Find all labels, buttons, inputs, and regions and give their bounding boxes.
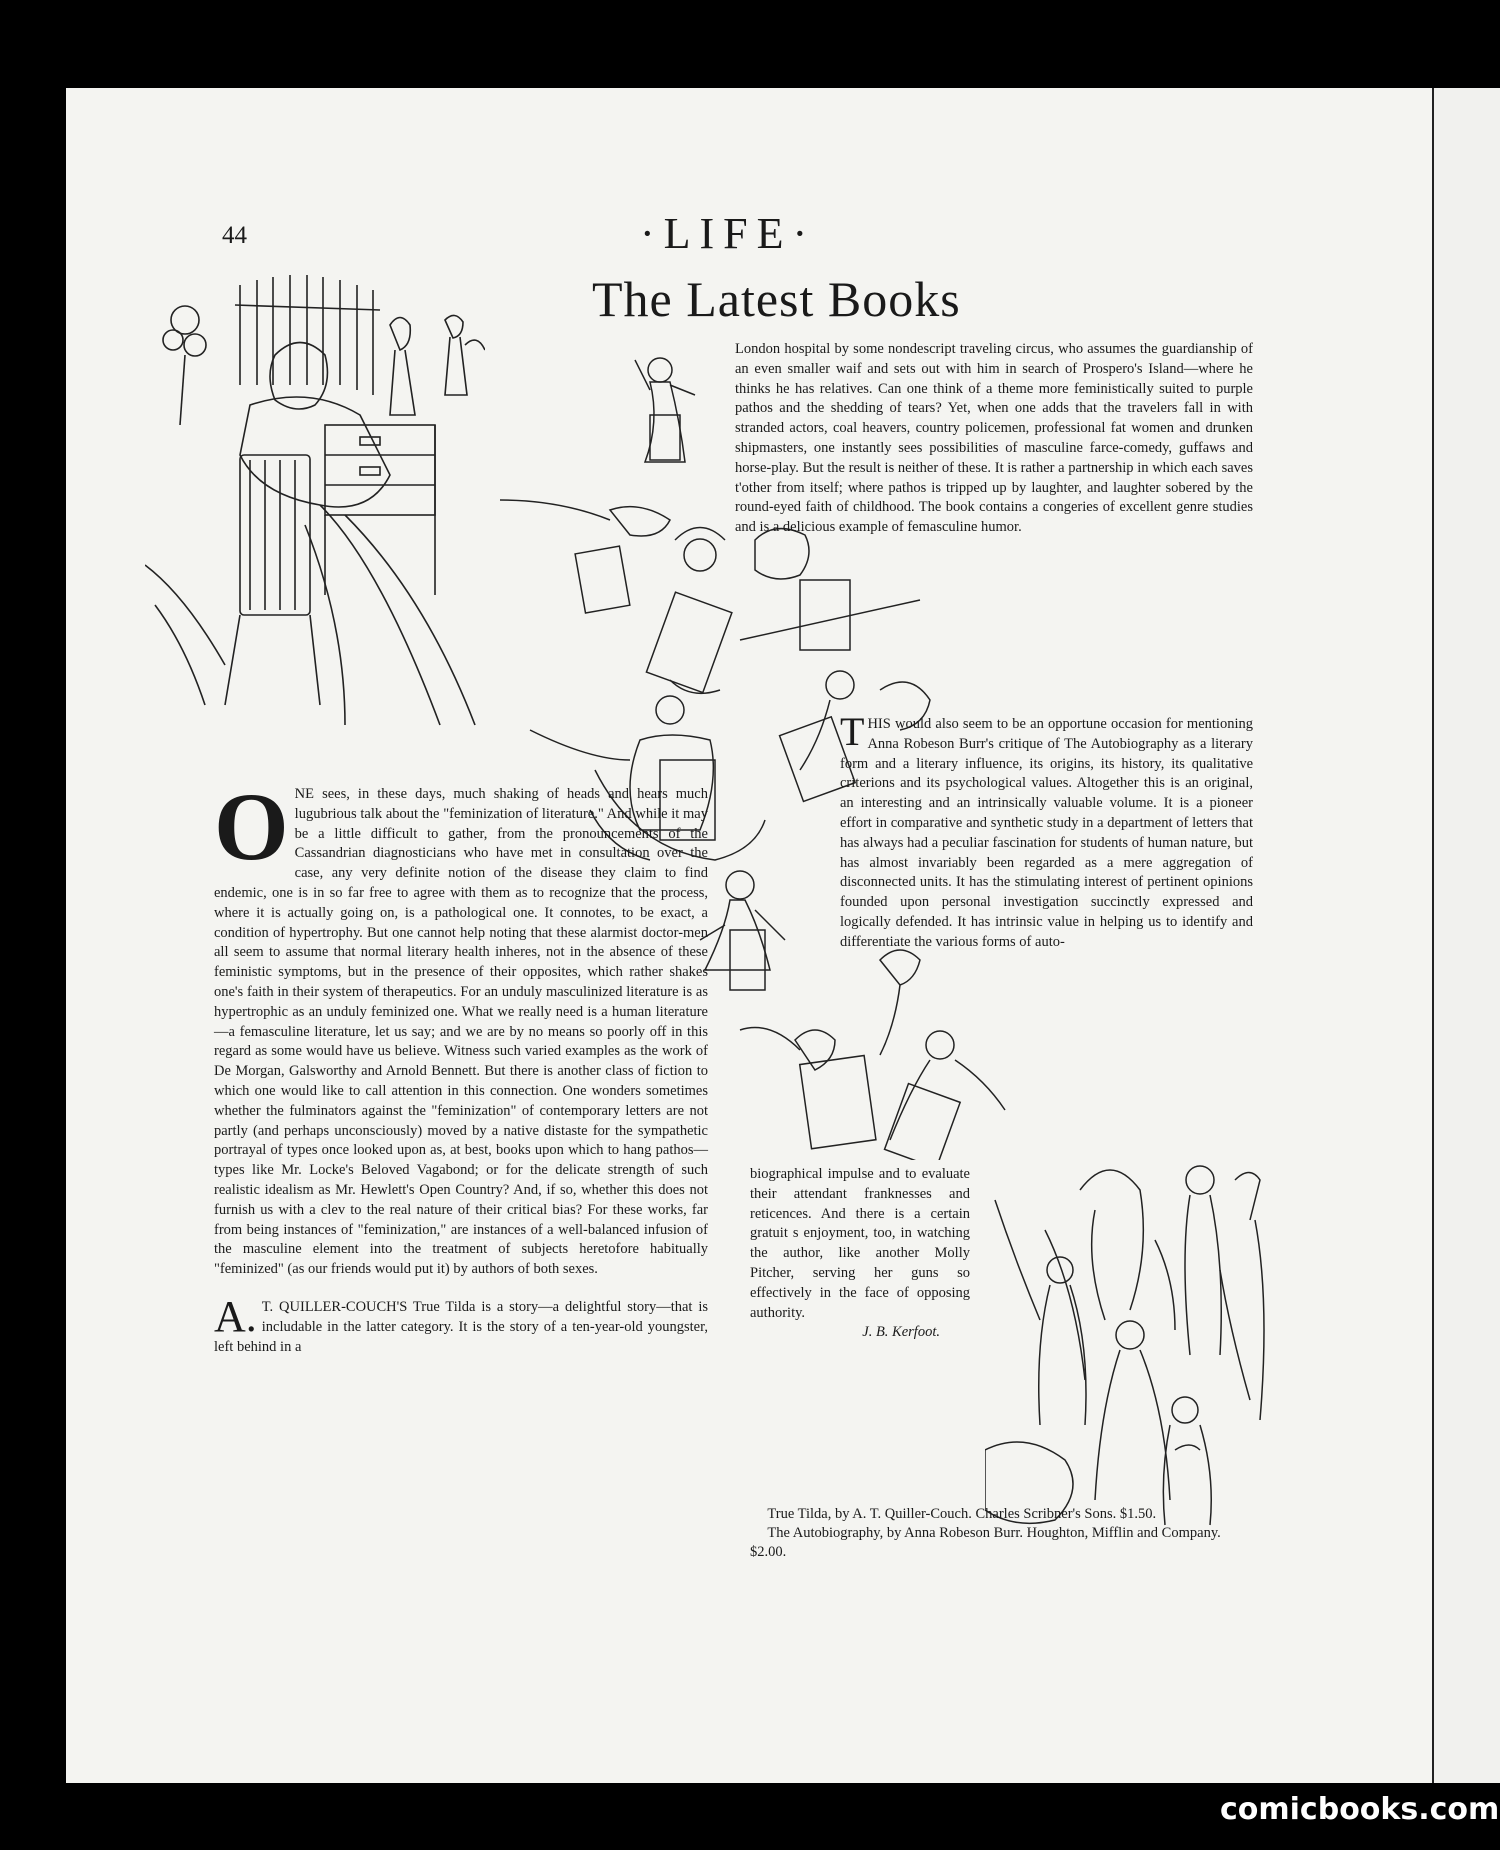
true-tilda-review: T. QUILLER-COUCH'S True Tilda is a story—a delightful story—that is includable in the latter category. It is the story of a ten-year-old youngster, left behind in a [214, 1298, 708, 1355]
book-ref-true-tilda: True Tilda, by A. T. Quiller-Couch. Charles Scribner's Sons. $1.50. [767, 1506, 1157, 1522]
book-ref-autobiography: The Autobiography, by Anna Robeson Burr. Houghton, Mifflin and Company. $2.00. [750, 1525, 1221, 1560]
feminization-paragraph: NE sees, in these days, much shaking of heads and hears much lugubrious talk about the "feminization of literature." And while it may be a little difficult to gather, from the pronouncements of the Cassandrian diagnosticians who have met in consultation over the case, any very definite notion of the disease they claim to find endemic, one is in so far free to agree with them as to recognize that the process, where it is actually going on, is a pathological one. It connotes, to be exact, a condition of hypertrophy. But one cannot help noting that these alarmist doctor-men all seem to assume that normal literary health inheres, not in the absence of these feministic symptoms, but in the presence of their opposites, which rather shakes one's faith in their system of therapeutics. For an unduly masculinized literature is as hypertrophic as an unduly feminized one. What we really need is a human literature—a femasculine literature, let us say; and we are by no means so poorly off in this regard as some would have us believe. Witness such varied examples as the work of De Morgan, Galsworthy and Arnold Bennett. But there is another class of fiction to which one would like to call attention in this connection. One wonders sometimes whether the fulminators against the "feminization" of contemporary letters are not partly (and perhaps unconsciously) moved by a native distaste for the sympathetic portrayal of types once looked upon as, at best, books upon which to hang pathos—types like Mr. Locke's Beloved Vagabond; or for the delicate strength of such realistic idealism as Mr. Hewlett's Open Country? And, if so, whether this does not furnish us with a clev to the real nature of their critical bias? For these works, far from being instances of "feminization," are instances of a well-balanced infusion of the masculine element into the treatment of subjects heretofore habitually "feminized" (as our friends would put it) by authors of both sexes. [214, 786, 708, 1278]
page-number: 44 [222, 222, 247, 249]
article-column-right-mid [840, 709, 1253, 953]
dropcap-a: A. [214, 1291, 257, 1341]
author-signature: J. B. Kerfoot. [862, 1324, 940, 1341]
autobiography-review-end: biographical impulse and to evaluate their attendant franknesses and reticences. And there is a certain gratuit s enjoyment, too, in watching the author, like another Molly Pitcher, serving her guns so effectively in the face of opposing authority. [750, 1166, 970, 1321]
masthead: ·LIFE· [640, 209, 817, 258]
article-column-left [214, 773, 708, 1357]
true-tilda-continuation: London hospital by some nondescript traveling circus, who assumes the guardianship of an even smaller waif and sets out with him in search of Prospero's Island—where he thinks he has relatives. Can one think of a theme more feministically suited to purple pathos and the shedding of tears? Yet, when one adds that the travelers fall in with stranded actors, coal heavers, country policemen, professional fat women and drunken shipmasters, one instantly sees possibilities of masculine farce-comedy, guffaws and horse-play. But the result is neither of these. It is rather a partnership in which each saves t'other from itself; where pathos is tripped up by laughter, and laughter sobered by the round-eyed faith of childhood. The book contains a congeries of excellent genre studies and is a delicious example of femasculine humor. [735, 341, 1253, 536]
page-title: The Latest Books [592, 271, 961, 327]
adjacent-page-edge [1432, 88, 1500, 1783]
woman-at-desk-illustration [145, 265, 485, 735]
book-references [750, 1505, 1250, 1562]
article-column-right-bottom [750, 1165, 970, 1343]
article-column-right-top [735, 340, 1253, 538]
crowd-of-women-illustration [985, 1150, 1275, 1530]
site-watermark: comicbooks.com [1220, 1792, 1500, 1827]
autobiography-review: HIS would also seem to be an opportune occasion for mentioning Anna Robeson Burr's critique of The Autobiography as a literary form and a literary influence, its origins, its history, its qualitative criterions and its psychological values. Altogether this is an original, an interesting and an intrinsically valuable volume. It is a pioneer effort in comparative and synthetic study in a department of letters that has always had a peculiar fascination for students of human nature, but has almost invariably been regarded as a mere aggregation of disconnected units. It has the stimulating interest of pertinent opinions founded upon personal investigation succinctly expressed and logically defended. It has intrinsic value in helping us to identify and differentiate the various forms of auto- [840, 716, 1253, 950]
dropcap-o: O [214, 773, 289, 880]
dropcap-t: T [840, 709, 865, 754]
